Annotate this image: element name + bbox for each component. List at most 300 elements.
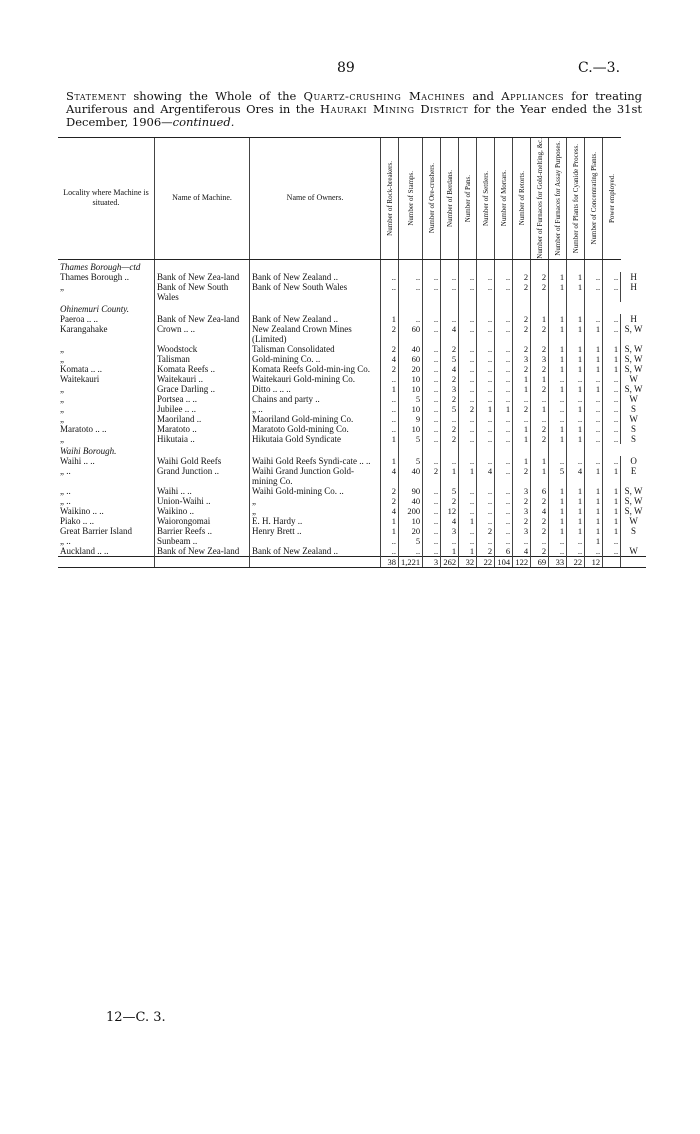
header-ore-crushers: Number of Ore-crushers. <box>423 138 441 260</box>
cell-count: 1 <box>585 466 603 486</box>
table-body <box>58 259 646 567</box>
cell-count: 2 <box>513 344 531 354</box>
cell-count: .. <box>603 282 621 302</box>
cell-count: 1 <box>567 434 585 444</box>
cell-count: 40 <box>399 466 423 486</box>
cell-count: 1 <box>585 506 603 516</box>
cell-count: 2 <box>531 364 549 374</box>
cell-count: .. <box>459 364 477 374</box>
empty-cell <box>423 444 441 456</box>
empty-cell <box>567 259 585 272</box>
cell-machine: Woodstock <box>155 344 250 354</box>
cell-count: .. <box>423 526 441 536</box>
table-row <box>58 434 646 444</box>
cell-count: .. <box>423 272 441 282</box>
cell-count: .. <box>381 414 399 424</box>
cell-count: 2 <box>531 384 549 394</box>
cell-count: .. <box>495 314 513 324</box>
cell-machine: Bank of New Zea-land <box>155 272 250 282</box>
cell-count: 10 <box>399 424 423 434</box>
cell-owners: Waihi Grand Junction Gold-mining Co. <box>250 466 381 486</box>
cell-count: 1 <box>381 384 399 394</box>
empty-cell <box>585 302 603 314</box>
cell-count: .. <box>441 536 459 546</box>
cell-count: 1 <box>549 344 567 354</box>
cell-count: .. <box>585 546 603 557</box>
cell-count: 1 <box>567 486 585 496</box>
cell-count: .. <box>495 506 513 516</box>
cell-count: .. <box>495 536 513 546</box>
cell-power: S, W <box>621 364 646 374</box>
table-row <box>58 394 646 404</box>
cell-count: 1 <box>603 364 621 374</box>
header-mortars: Number of Mortars. <box>495 138 513 260</box>
cell-count: .. <box>585 414 603 424</box>
cell-machine: Grace Darling .. <box>155 384 250 394</box>
empty-cell <box>567 444 585 456</box>
cell-count: .. <box>567 414 585 424</box>
cell-count: .. <box>459 354 477 364</box>
cell-count: .. <box>399 272 423 282</box>
cell-count: .. <box>459 536 477 546</box>
cell-count: 1 <box>567 424 585 434</box>
cell-count: 2 <box>423 466 441 486</box>
empty-cell <box>603 444 621 456</box>
table-row <box>58 496 646 506</box>
cell-count: 1 <box>567 324 585 344</box>
cell-owners: Chains and party .. <box>250 394 381 404</box>
cell-owners: Gold-mining Co. .. <box>250 354 381 364</box>
total-cell: 32 <box>459 556 477 567</box>
cell-count: .. <box>423 424 441 434</box>
cell-locality: Thames Borough .. <box>60 271 129 282</box>
cell-count: 1 <box>585 486 603 496</box>
cell-count: 2 <box>513 314 531 324</box>
cell-machine: Bank of New Zea-land <box>155 546 250 557</box>
total-cell: 122 <box>513 556 531 567</box>
table-row <box>58 414 646 424</box>
empty-cell <box>549 444 567 456</box>
cell-count: .. <box>423 456 441 466</box>
cell-locality: „ .. <box>60 465 71 476</box>
cell-count: .. <box>459 282 477 302</box>
cell-count: 3 <box>441 384 459 394</box>
cell-count: .. <box>399 314 423 324</box>
cell-count: 1 <box>513 384 531 394</box>
cell-machine: Bank of New Zea-land <box>155 314 250 324</box>
cell-count: .. <box>549 546 567 557</box>
cell-count: .. <box>399 282 423 302</box>
cell-count: .. <box>495 434 513 444</box>
cell-count: 2 <box>441 344 459 354</box>
cell-count: .. <box>495 324 513 344</box>
table-row <box>58 364 646 374</box>
cell-count: .. <box>459 496 477 506</box>
table-row <box>58 536 646 546</box>
cell-count: .. <box>603 314 621 324</box>
cell-machine: Barrier Reefs .. <box>155 526 250 536</box>
empty-cell <box>477 259 495 272</box>
cell-count: 2 <box>513 466 531 486</box>
cell-machine: Jubilee .. .. <box>155 404 250 414</box>
cell-count: .. <box>567 394 585 404</box>
cell-owners: Hikutaia Gold Syndicate <box>250 434 381 444</box>
empty-cell <box>603 302 621 314</box>
cell-owners: „ <box>250 496 381 506</box>
total-cell: 33 <box>549 556 567 567</box>
cell-count: 2 <box>531 434 549 444</box>
cell-count: .. <box>495 282 513 302</box>
cell-count: 1 <box>603 506 621 516</box>
cell-count: 1 <box>549 272 567 282</box>
cell-locality: „ <box>60 393 64 404</box>
title-lead: Statement <box>66 89 127 103</box>
cell-count: 4 <box>567 466 585 486</box>
table-row <box>58 314 646 324</box>
cell-machine: Maoriland .. <box>155 414 250 424</box>
cell-count: .. <box>603 546 621 557</box>
total-cell: 22 <box>477 556 495 567</box>
cell-count: .. <box>567 374 585 384</box>
cell-count: .. <box>513 536 531 546</box>
cell-count: 3 <box>513 506 531 516</box>
empty-cell <box>399 444 423 456</box>
cell-owners: Bank of New Zealand .. <box>250 272 381 282</box>
cell-owners <box>250 536 381 546</box>
cell-machine: Komata Reefs .. <box>155 364 250 374</box>
cell-machine: Waihi .. .. <box>155 486 250 496</box>
cell-count: 10 <box>399 374 423 384</box>
cell-machine: Hikutaia .. <box>155 434 250 444</box>
cell-count: .. <box>495 374 513 384</box>
cell-count: 5 <box>549 466 567 486</box>
total-cell: 3 <box>423 556 441 567</box>
empty-cell <box>585 444 603 456</box>
cell-count: 1 <box>567 354 585 364</box>
title-sc-3: Hauraki Mining District <box>320 102 469 116</box>
cell-locality: Karangahake <box>60 323 108 334</box>
cell-count: .. <box>399 546 423 557</box>
header-settlers: Number of Settlers. <box>477 138 495 260</box>
cell-count: 1 <box>585 536 603 546</box>
cell-count: .. <box>459 506 477 516</box>
cell-count: 1 <box>585 516 603 526</box>
cell-count: .. <box>423 486 441 496</box>
cell-count: 1 <box>495 404 513 414</box>
cell-count: .. <box>603 456 621 466</box>
table-row <box>58 384 646 394</box>
table-row <box>58 466 646 486</box>
cell-count: 1 <box>549 516 567 526</box>
cell-count: .. <box>603 424 621 434</box>
cell-count: 4 <box>531 506 549 516</box>
cell-owners: Henry Brett .. <box>250 526 381 536</box>
cell-count: 1 <box>549 324 567 344</box>
header-concentrating: Number of Concentrating Plants. <box>585 138 603 260</box>
header-pans: Number of Pans. <box>459 138 477 260</box>
cell-count: 2 <box>513 364 531 374</box>
empty-cell <box>441 444 459 456</box>
table-row <box>58 282 646 302</box>
cell-count: 1 <box>549 486 567 496</box>
cell-owners: E. H. Hardy .. <box>250 516 381 526</box>
cell-count: 4 <box>477 466 495 486</box>
header-rock-breakers: Number of Rock-breakers. <box>381 138 399 260</box>
cell-count: .. <box>549 536 567 546</box>
table-row <box>58 486 646 496</box>
cell-count: 1 <box>531 456 549 466</box>
cell-count: 1 <box>567 516 585 526</box>
cell-count: 1 <box>603 496 621 506</box>
cell-count: 1 <box>603 354 621 364</box>
cell-count: .. <box>441 272 459 282</box>
cell-count: .. <box>477 272 495 282</box>
cell-count: .. <box>495 394 513 404</box>
cell-locality: Maratoto .. .. <box>60 423 107 434</box>
cell-count: 40 <box>399 344 423 354</box>
cell-count: .. <box>495 526 513 536</box>
cell-count: 5 <box>441 354 459 364</box>
total-cell: 12 <box>585 556 603 567</box>
cell-power: S <box>621 404 646 414</box>
cell-count: .. <box>495 466 513 486</box>
empty-cell <box>621 556 646 567</box>
cell-count: 20 <box>399 364 423 374</box>
cell-count: .. <box>477 536 495 546</box>
cell-locality: Komata .. .. <box>60 363 102 374</box>
statement-title <box>66 90 642 129</box>
cell-count: .. <box>567 536 585 546</box>
empty-cell <box>381 444 399 456</box>
total-cell: 38 <box>381 556 399 567</box>
empty-cell <box>250 302 381 314</box>
cell-count: .. <box>477 496 495 506</box>
cell-count: 1 <box>585 324 603 344</box>
cell-power: S, W <box>621 354 646 364</box>
cell-count: .. <box>585 424 603 434</box>
cell-count: 10 <box>399 384 423 394</box>
table-row <box>58 272 646 282</box>
cell-owners: Talisman Consolidated <box>250 344 381 354</box>
empty-cell <box>155 444 250 456</box>
header-stamps: Number of Stamps. <box>399 138 423 260</box>
cell-count: 1 <box>567 344 585 354</box>
table-row <box>58 344 646 354</box>
cell-count: 1 <box>531 314 549 324</box>
cell-count: .. <box>495 496 513 506</box>
title-text-1: showing the Whole of the <box>126 89 304 103</box>
cell-count: 4 <box>381 506 399 516</box>
cell-count: .. <box>441 314 459 324</box>
cell-count: .. <box>495 354 513 364</box>
section-heading: Ohinemuri County. <box>60 303 129 314</box>
cell-count: 90 <box>399 486 423 496</box>
cell-count: 60 <box>399 324 423 344</box>
cell-count: .. <box>531 414 549 424</box>
cell-count: 1 <box>549 434 567 444</box>
cell-count: .. <box>585 394 603 404</box>
cell-count: .. <box>603 324 621 344</box>
cell-owners: Ditto .. .. .. <box>250 384 381 394</box>
table-row <box>58 424 646 434</box>
cell-count: 1 <box>549 354 567 364</box>
cell-count: 1 <box>549 526 567 536</box>
header-locality: Locality where Machine is situated. <box>58 138 155 260</box>
cell-count: .. <box>585 404 603 414</box>
cell-count: 1 <box>567 506 585 516</box>
cell-count: .. <box>459 384 477 394</box>
cell-count: .. <box>477 374 495 384</box>
cell-count: 2 <box>441 424 459 434</box>
cell-count: .. <box>423 506 441 516</box>
cell-machine: Crown .. .. <box>155 324 250 344</box>
empty-cell <box>441 302 459 314</box>
empty-cell <box>459 444 477 456</box>
cell-count: 10 <box>399 516 423 526</box>
cell-count: 5 <box>399 456 423 466</box>
cell-count: 2 <box>513 496 531 506</box>
empty-cell <box>513 444 531 456</box>
cell-count: 3 <box>531 354 549 364</box>
empty-cell <box>441 259 459 272</box>
cell-count: .. <box>459 394 477 404</box>
cell-count: 6 <box>531 486 549 496</box>
cell-count: .. <box>495 424 513 434</box>
cell-count: .. <box>477 434 495 444</box>
cell-locality: „ <box>60 383 64 394</box>
empty-cell <box>603 259 621 272</box>
cell-count: .. <box>549 404 567 414</box>
total-cell: 104 <box>495 556 513 567</box>
cell-count: 1 <box>567 496 585 506</box>
cell-count: .. <box>459 324 477 344</box>
cell-count: 5 <box>399 394 423 404</box>
cell-count: 1 <box>513 374 531 384</box>
cell-count: 3 <box>513 354 531 364</box>
empty-cell <box>58 556 155 567</box>
cell-owners: „ <box>250 506 381 516</box>
cell-count: 60 <box>399 354 423 364</box>
cell-power: S <box>621 434 646 444</box>
cell-count: .. <box>477 364 495 374</box>
cell-count: 2 <box>531 516 549 526</box>
cell-count: .. <box>477 516 495 526</box>
cell-count: .. <box>423 354 441 364</box>
cell-power: H <box>621 272 646 282</box>
cell-locality: „ <box>60 281 64 292</box>
empty-cell <box>549 259 567 272</box>
header-machine: Name of Machine. <box>155 138 250 260</box>
table-row <box>58 374 646 384</box>
cell-locality: Waitekauri <box>60 373 100 384</box>
cell-count: .. <box>477 424 495 434</box>
cell-count: .. <box>477 506 495 516</box>
cell-count: 1 <box>381 526 399 536</box>
cell-count: 1 <box>381 314 399 324</box>
cell-count: .. <box>381 404 399 414</box>
cell-count: 2 <box>531 526 549 536</box>
empty-cell <box>567 302 585 314</box>
cell-power: W <box>621 546 646 557</box>
cell-machine: Bank of New South Wales <box>155 282 250 302</box>
cell-count: 1 <box>585 526 603 536</box>
cell-locality: „ .. <box>60 495 71 506</box>
cell-count: 4 <box>441 516 459 526</box>
empty-cell <box>399 259 423 272</box>
cell-count: 2 <box>513 324 531 344</box>
cell-count: .. <box>477 456 495 466</box>
cell-count: .. <box>459 414 477 424</box>
empty-cell <box>250 556 381 567</box>
empty-cell <box>531 259 549 272</box>
cell-count: .. <box>567 546 585 557</box>
cell-count: .. <box>513 414 531 424</box>
table-row <box>58 506 646 516</box>
cell-count: .. <box>459 314 477 324</box>
cell-count: .. <box>603 394 621 404</box>
cell-power: W <box>621 374 646 384</box>
cell-count: .. <box>549 456 567 466</box>
cell-count: 12 <box>441 506 459 516</box>
cell-count: .. <box>441 414 459 424</box>
cell-count: .. <box>459 374 477 384</box>
cell-count: 1 <box>441 546 459 557</box>
cell-count: 1 <box>549 384 567 394</box>
cell-count: .. <box>459 272 477 282</box>
cell-count: .. <box>477 314 495 324</box>
empty-cell <box>531 302 549 314</box>
cell-count: 20 <box>399 526 423 536</box>
empty-cell <box>549 302 567 314</box>
cell-count: .. <box>459 526 477 536</box>
cell-count: 1 <box>513 456 531 466</box>
cell-owners: Maoriland Gold-mining Co. <box>250 414 381 424</box>
cell-count: .. <box>477 394 495 404</box>
cell-count: .. <box>603 536 621 546</box>
totals-row <box>58 556 646 567</box>
empty-cell <box>399 302 423 314</box>
cell-count: .. <box>423 374 441 384</box>
cell-count: 2 <box>513 404 531 414</box>
cell-count: 2 <box>531 344 549 354</box>
cell-count: .. <box>459 486 477 496</box>
header-retorts: Number of Retorts. <box>513 138 531 260</box>
empty-cell <box>250 444 381 456</box>
cell-count: 1 <box>441 466 459 486</box>
cell-locality: Waikino .. .. <box>60 505 104 516</box>
table-row <box>58 456 646 466</box>
empty-cell <box>459 259 477 272</box>
cell-machine: Portsea .. .. <box>155 394 250 404</box>
cell-locality: „ <box>60 343 64 354</box>
cell-count: 1 <box>603 466 621 486</box>
cell-count: .. <box>423 324 441 344</box>
cell-count: .. <box>477 486 495 496</box>
cell-owners: Waitekauri Gold-mining Co. <box>250 374 381 384</box>
cell-count: 1 <box>549 424 567 434</box>
cell-count: 2 <box>513 516 531 526</box>
cell-count: 9 <box>399 414 423 424</box>
cell-power: W <box>621 516 646 526</box>
cell-count: 5 <box>399 434 423 444</box>
cell-owners: New Zealand Crown Mines (Limited) <box>250 324 381 344</box>
cell-count: 1 <box>567 282 585 302</box>
cell-count: .. <box>513 394 531 404</box>
cell-count: .. <box>495 414 513 424</box>
cell-count: .. <box>423 404 441 414</box>
empty-cell <box>585 259 603 272</box>
total-cell: 69 <box>531 556 549 567</box>
